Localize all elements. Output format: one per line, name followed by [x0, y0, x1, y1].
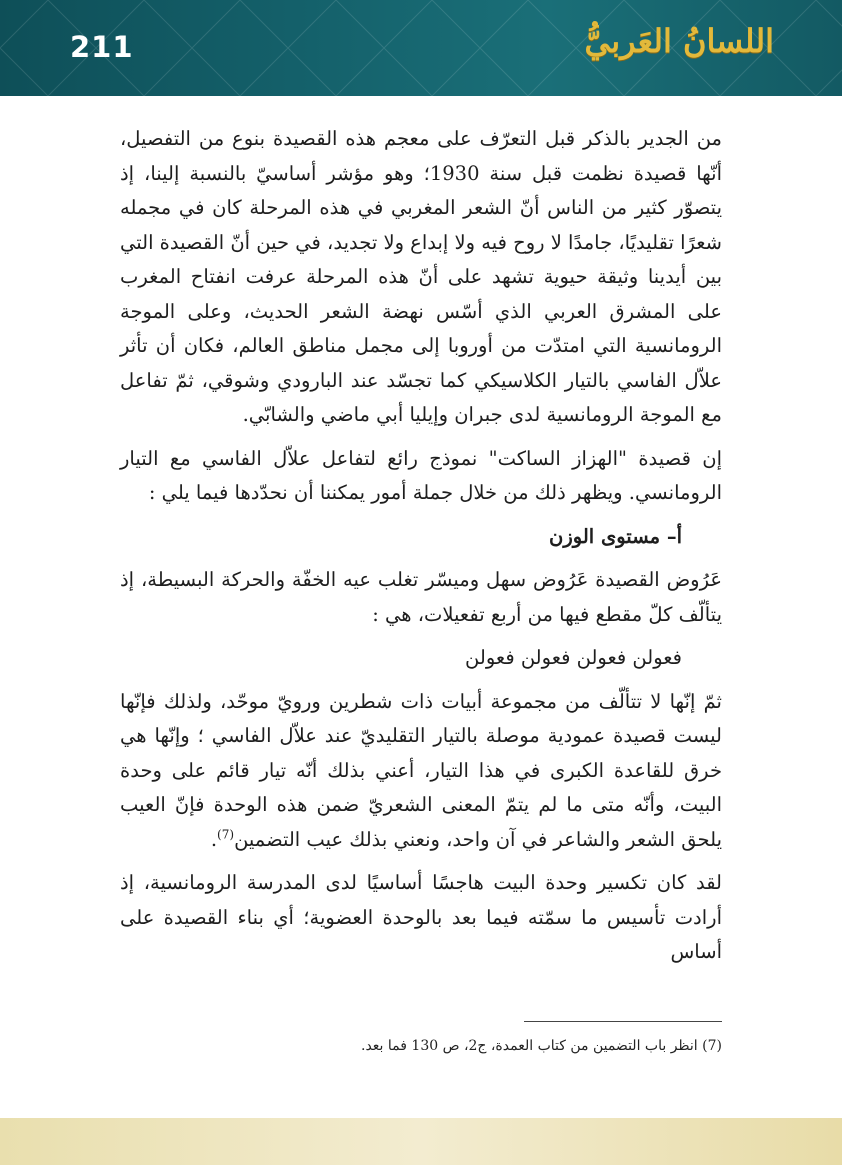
paragraph-meter: عَرُوض القصيدة عَرُوض سهل وميسّر تغلب عيه الخفّة والحركة البسيطة، إذ يتألّف كلّ مقطع فيها من أربع تفعيلات، هي :	[120, 568, 722, 626]
footnote: (7) انظر باب التضمين من كتاب العمدة، ج2، ص 130 فما بعد.	[361, 1038, 722, 1054]
journal-logo: اللسانُ العَربيُّ	[584, 22, 774, 60]
page-number: 211	[70, 30, 134, 64]
header-band	[0, 0, 842, 96]
article-body	[120, 122, 722, 979]
paragraph-intro: من الجدير بالذكر قبل التعرّف على معجم هذه القصيدة بنوع من التفصيل، أنّها قصيدة نظمت قبل سنة 1930؛ وهو مؤشر أساسيّ بالنسبة إلينا، إذ يتصوّر كثير من الناس أنّ الشعر المغربي في هذه المرحلة كان في مجمله شعرًا تقليديًا، جامدًا لا روح فيه ولا إبداع ولا تجديد، في حين أنّ القصيدة التي بين أيدينا وثيقة حيوية تشهد على أنّ هذه المرحلة عرفت انفتاح المغرب على المشرق العربي الذي أسّس نهضة الشعر الحديث، وعلى الموجة الرومانسية التي امتدّت من أوروبا إلى مجمل مناطق العالم، فكان أن تأثر علاّل الفاسي بالتيار الكلاسيكي كما تجسّد عند البارودي وشوقي، ثمّ تفاعل مع الموجة الرومانسية لدى جبران وإيليا أبي ماضي والشابّي.	[119, 127, 722, 426]
paragraph-unity-text: ثمّ إنّها لا تتألّف من مجموعة أبيات ذات شطرين ورويّ موحّد، ولذلك فإنّها ليست قصيدة عمودية موصلة بالتيار التقليديّ عند علاّل الفاسي ؛ وإنّها هي خرق للقاعدة الكبرى في هذا التيار، أعني بذلك أنّه تيار قائم على وحدة البيت، وأنّه متى ما لم يتمّ المعنى الشعريّ ضمن هذه الوحدة فإنّ العيب يلحق الشعر والشاعر في آن واحد، ونعني بذلك عيب التضمين	[120, 689, 722, 851]
paragraph-unity	[120, 685, 722, 858]
footnote-reference[interactable]: (7)	[217, 827, 235, 841]
footnote-divider	[524, 1021, 722, 1022]
footer-band	[0, 1118, 842, 1165]
paragraph-romantic: إن قصيدة "الهزاز الساكت" نموذج رائع لتفاعل علاّل الفاسي مع التيار الرومانسي. ويظهر ذلك من خلال جملة أمور يمكننا أن نحدّدها فيما يلي :	[120, 446, 722, 504]
paragraph-last: لقد كان تكسير وحدة البيت هاجسًا أساسيًا لدى المدرسة الرومانسية، إذ أرادت تأسيس ما سمّته فيما بعد بالوحدة العضوية؛ أي بناء القصيدة على أساس	[120, 871, 722, 963]
paragraph-unity-end: .	[210, 827, 218, 851]
meter-formula: فعولن فعولن فعولن فعولن	[465, 646, 682, 669]
section-heading: أ– مستوى الوزن	[549, 524, 682, 548]
